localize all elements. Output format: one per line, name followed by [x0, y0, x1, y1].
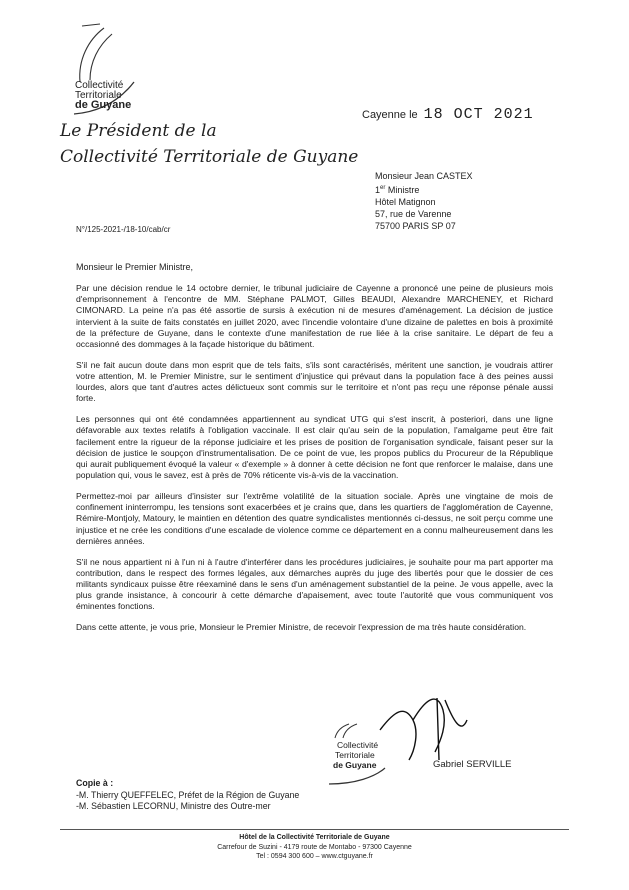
paragraph-5: S'il ne nous appartient ni à l'un ni à l'autre d'interférer dans les procédures judiciaires, je souhaite pour ma part apporter ma contribution, dans le respect des formes légales, aux démarches auprès du juge des libertés pour que le dossier de ces militants syndicaux puisse être réexaminé dans le sens d'un aménagement substantiel de la peine. Je vous appelle, avec la plus grande insistance, à concourir à cette démarche d'apaisement, avec toute l'autorité que vous communiquent vos éminentes fonctions. — [76, 556, 553, 612]
stamp-line-1: Collectivité — [337, 740, 379, 750]
stamp-line-2: Territoriale — [335, 750, 375, 760]
recipient-building: Hôtel Matignon — [375, 197, 436, 207]
paragraph-3: Les personnes qui ont été condamnées appartiennent au syndicat UTG qui s'est inscrit, à posteriori, dans une ligne défavorable aux textes relatifs à l'obligation vaccinale. Il est clair qu'au sein de la population, l'amalgame peut être fait facilement entre la rigueur de la réponse judiciaire et les prises de position de l'organisation syndicale, faisant peser sur la décision de justice le soupçon d'instrumentalisation. De ce point de vue, les propos publics du Procureur de la République qui aurait publiquement évoqué la valeur « d'exemple » à donner à cette décision ne font que renforcer le malaise, dans une population qui, vous le savez, est à près de 70% réticente vis-à-vis de la vaccination. — [76, 414, 553, 481]
paragraph-6: Dans cette attente, je vous prie, Monsieur le Premier Ministre, de recevoir l'expression de ma très haute considération. — [76, 622, 527, 633]
date-place: Cayenne le — [362, 109, 418, 121]
president-heading — [60, 118, 358, 170]
copy-recipient: -M. Thierry QUEFFELEC, Préfet de la Région de Guyane — [76, 789, 300, 800]
footer-line-3: Tel : 0594 300 600 – www.ctguyane.fr — [256, 853, 373, 860]
recipient-name: Monsieur Jean CASTEX — [375, 171, 473, 181]
stamp-line-3: de Guyane — [333, 760, 377, 770]
letter-body — [76, 283, 553, 643]
logo-line-1: Collectivité — [75, 80, 124, 91]
official-stamp — [325, 722, 415, 787]
letter-date — [362, 106, 534, 123]
logo-line-3: de Guyane — [75, 99, 132, 111]
paragraph-1: Par une décision rendue le 14 octobre dernier, le tribunal judiciaire de Cayenne a prononcé une peine de plusieurs mois d'emprisonnement à l'encontre de MM. Stéphane PALMOT, Gilles BEAUDI, Alexandre MARCHENEY, et Richard CIMONARD. La peine n'a pas été assortie de sursis à exécution ni de mesures d'aménagement. La décision de justice intervient à la suite de faits constatés en juillet 2020, avec l'incendie volontaire d'une dizaine de palettes en bois à proximité de la préfecture de Guyane, dans le contexte d'une manifestation de rue liée à la crise sanitaire. Le départ de feu a occasionné des dommages à la façade historique du bâtiment. — [76, 283, 553, 350]
paragraph-4: Permettez-moi par ailleurs d'insister sur l'extrême volatilité de la situation sociale. Après une vingtaine de mois de confinement ininterrompu, les tensions sont exacerbées et je crains que, dans les quartiers de l'agglomération de Cayenne, Rémire-Montjoly, Matoury, le maintien en détention des quatre syndicalistes mentionnés ci-dessus, ne soit perçu comme une injustice et ne crée les conditions d'une escalade de violence comme ce département en a connu malheureusement dans les dernières années. — [76, 491, 553, 546]
logo-line-2: Territoriale — [75, 90, 122, 101]
letter-reference: N°/125-2021-/18-10/cab/cr — [76, 225, 171, 234]
date-stamp: 18 OCT 2021 — [423, 106, 534, 123]
president-line-1: Le Président de la — [60, 121, 217, 141]
letter-footer — [60, 829, 569, 862]
copies-section — [76, 778, 299, 813]
recipient-street: 57, rue de Varenne — [375, 209, 452, 219]
paragraph-2: S'il ne fait aucun doute dans mon esprit que de tels faits, s'ils sont caractérisés, méritent une sanction, je voudrais attirer votre attention, M. le Premier Ministre, sur le sentiment d'injustice qui prévaut dans la population face à des peines aussi lourdes, alors que tant d'autres actes délictueux sont commis sur le territoire et n'ont pas reçu une réponse pénale aussi forte. — [76, 359, 553, 404]
salutation: Monsieur le Premier Ministre, — [76, 262, 194, 272]
recipient-title: 1er Ministre — [375, 185, 420, 195]
footer-line-2: Carrefour de Suzini - 4179 route de Montabo - 97300 Cayenne — [217, 843, 412, 851]
copies-title: Copie à : — [76, 778, 114, 788]
signer-name: Gabriel SERVILLE — [433, 759, 512, 770]
recipient-city: 75700 PARIS SP 07 — [375, 221, 456, 231]
ctg-logo — [60, 20, 170, 115]
recipient-address — [375, 170, 473, 232]
copy-recipient: -M. Sébastien LECORNU, Ministre des Outre-mer — [76, 801, 271, 811]
president-line-2: Collectivité Territoriale de Guyane — [60, 147, 359, 167]
footer-line-1: Hôtel de la Collectivité Territoriale de Guyane — [239, 834, 390, 841]
